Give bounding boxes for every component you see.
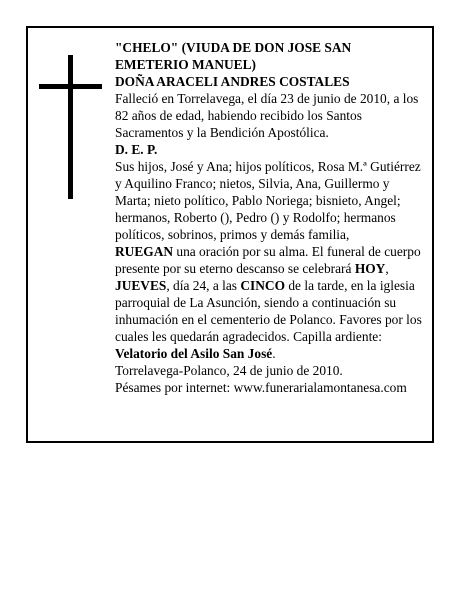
funeral-notice xyxy=(115,243,427,362)
funeral-text-1: una oración por su alma. El funeral de cuerpo presente por su eterno descanso se celebrará xyxy=(115,244,421,276)
period: . xyxy=(272,346,276,361)
hoy: HOY xyxy=(354,261,386,276)
cross-icon xyxy=(68,55,73,199)
cross-icon-bar xyxy=(39,84,102,89)
jueves: JUEVES xyxy=(115,278,167,293)
dep: D. E. P. xyxy=(115,142,158,157)
place-date: Torrelavega-Polanco, 24 de junio de 2010. xyxy=(115,363,343,378)
funeral-text-3: de la tarde, en la iglesia parroquial de La Asunción, siendo a continuación su inhumación en el cementerio de Polanco. Favores por los cuales les quedarán agradecidos. Capilla ardiente: xyxy=(115,278,422,344)
header-name: DOÑA ARACELI ANDRES COSTALES xyxy=(115,74,350,89)
cinco: CINCO xyxy=(240,278,286,293)
family-list: Sus hijos, José y Ana; hijos políticos, Rosa M.ª Gutiérrez y Aquilino Franco; nietos, Silvia, Ana, Guillermo y Marta; nieto político, Pablo Noriega; bisnieto, Angel; hermanos, Roberto (), Pedro () y Rodolfo; hermanos políticos, sobrinos, primos y demás familia, xyxy=(115,159,421,242)
velatorio: Velatorio del Asilo San José xyxy=(115,346,273,361)
funeral-text-2: , día 24, a las xyxy=(166,278,241,293)
obituary-text xyxy=(115,39,427,396)
ruegan: RUEGAN xyxy=(115,244,174,259)
header-nickname: "CHELO" (VIUDA DE DON JOSE SAN EMETERIO MANUEL) xyxy=(115,40,352,72)
condolences-web: Pésames por internet: www.funerarialamontanesa.com xyxy=(115,380,407,395)
death-notice: Falleció en Torrelavega, el día 23 de junio de 2010, a los 82 años de edad, habiendo recibido los Santos Sacramentos y la Bendición Apostólica. xyxy=(115,91,419,140)
comma: , xyxy=(385,261,389,276)
obituary-frame xyxy=(26,26,434,443)
